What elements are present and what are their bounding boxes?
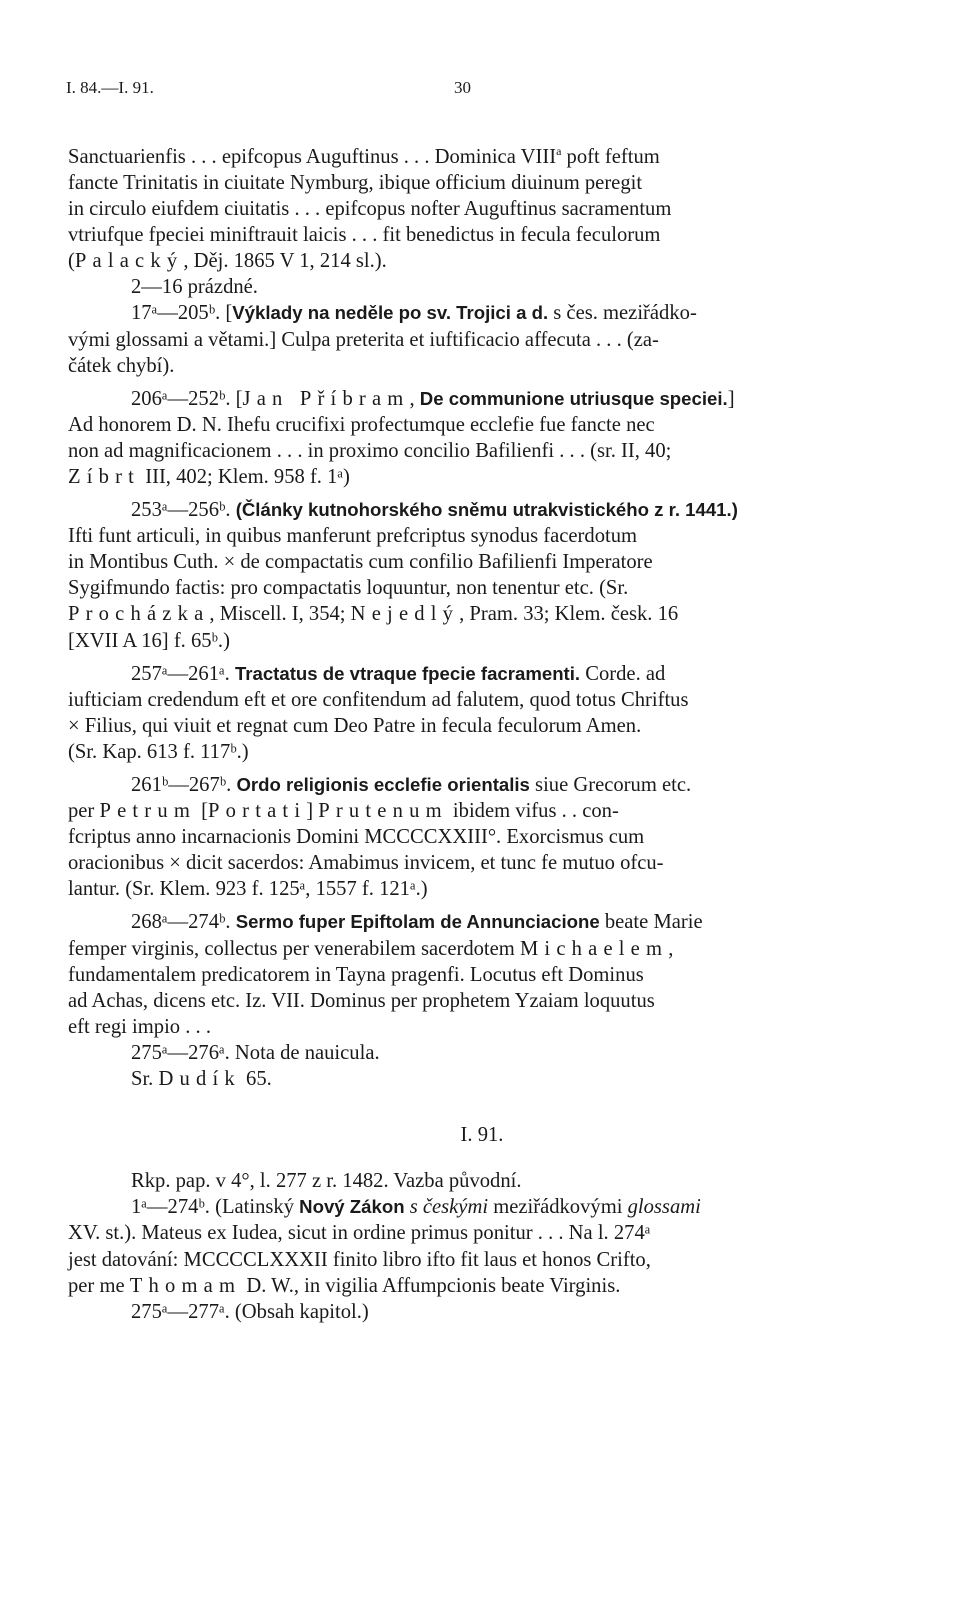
- entry-line: 253ᵃ—256ᵇ. (Články kutnohorského sněmu utrakvistického z r. 1441.): [131, 499, 738, 522]
- entry-line: 261ᵇ—267ᵇ. Ordo religionis ecclefie orientalis siue Grecorum etc.: [131, 774, 692, 797]
- text-line: × Filius, qui viuit et regnat cum Deo Patre in fecula feculorum Amen.: [68, 714, 642, 737]
- entry-title: Tractatus de vtraque fpecie facramenti.: [234, 662, 581, 684]
- author-name: Jan Příbram: [242, 387, 410, 410]
- author-name: Michaelem: [519, 937, 669, 960]
- entry-line: 257ᵃ—261ᵃ. Tractatus de vtraque fpecie facramenti. Corde. ad: [131, 662, 666, 685]
- entry-line: 268ᵃ—274ᵇ. Sermo fuper Epiftolam de Annunciacione beate Marie: [131, 911, 703, 934]
- entry-title: Nový Zákon: [299, 1196, 405, 1218]
- text-line: čátek chybí).: [68, 354, 175, 377]
- entry-continuation: [68, 138, 896, 274]
- text-line: per Petrum [Portati] Prutenum ibidem vifus . . con-: [68, 800, 619, 823]
- text-line: jest datování: MCCCCLXXXII finito libro ifto fit laus et honos Crifto,: [68, 1248, 651, 1271]
- author-name: Portati: [208, 800, 307, 823]
- text-line: vými glossami a větami.] Culpa preterita et iuftificacio affecuta . . . (za-: [68, 328, 659, 351]
- entry-line: 206ᵃ—252ᵇ. [Jan Příbram, De communione utriusque speciei.]: [131, 387, 735, 410]
- entry-title: Výklady na neděle po sv. Trojici a d.: [232, 302, 549, 324]
- entry-title: (Články kutnohorského sněmu utrakvistického z r. 1441.): [235, 499, 738, 521]
- entry-line: 1ᵃ—274ᵇ. (Latinský Nový Zákon s českými meziřádkovými glossami: [131, 1196, 701, 1219]
- text-line: ad Achas, dicens etc. Iz. VII. Dominus per prophetem Yzaiam loquutus: [68, 989, 655, 1012]
- author-name: Thomam: [129, 1274, 242, 1297]
- author-name: Palacký: [74, 250, 184, 273]
- author-name: Prutenum: [318, 800, 448, 823]
- text-line: (Palacký, Děj. 1865 V 1, 214 sl.).: [68, 250, 387, 273]
- text-line: Sanctuarienfis . . . epifcopus Auguftinus . . . Dominica VIII$^a$ poft feftum: [68, 144, 660, 168]
- text-line: iufticiam credendum eft et ore confitendum ad falutem, quod totus Chriftus: [68, 688, 689, 711]
- text-line: femper virginis, collectus per venerabilem sacerdotem Michaelem,: [68, 937, 674, 960]
- page-number: 30: [454, 78, 471, 97]
- text-line: vtriufque fpeciei miniftrauit laicis . . . fit benedictus in fecula feculorum: [68, 224, 661, 247]
- text-line: Zíbrt III, 402; Klem. 958 f. 1ᵃ): [68, 465, 350, 488]
- text-line: lantur. (Sr. Klem. 923 f. 125ᵃ, 1557 f. 121ᵃ.): [68, 878, 428, 901]
- entry-line: Sr. Dudík 65.: [131, 1068, 272, 1091]
- author-name: Zíbrt: [68, 465, 141, 488]
- text-line: XV. st.). Mateus ex Iudea, sicut in ordine primus ponitur . . . Na l. 274ᵃ: [68, 1222, 651, 1245]
- entry-line: 275ᵃ—277ᵃ. (Obsah kapitol.): [131, 1300, 369, 1323]
- text-line: [XVII A 16] f. 65ᵇ.): [68, 629, 230, 652]
- text-line: in circulo eiufdem ciuitatis . . . epifcopus nofter Auguftinus sacramentum: [68, 198, 672, 221]
- text-line: Sygifmundo factis: pro compactatis loquuntur, non tenentur etc. (Sr.: [68, 577, 629, 600]
- entry-title: Sermo fuper Epiftolam de Annunciacione: [235, 911, 600, 933]
- text-line: fundamentalem predicatorem in Tayna pragenfi. Locutus eft Dominus: [68, 963, 644, 986]
- text-line: in Montibus Cuth. × de compactatis cum confilio Bafilienfi Imperatore: [68, 551, 653, 574]
- text-line: fancte Trinitatis in ciuitate Nymburg, ibique officium diuinum peregit: [68, 171, 643, 194]
- entry-line: 17ᵃ—205ᵇ. [Výklady na neděle po sv. Trojici a d. s čes. meziřádko-: [131, 302, 697, 325]
- author-name: Dudík: [158, 1068, 241, 1091]
- text-line: non ad magnificacionem . . . in proximo concilio Bafilienfi . . . (sr. II, 40;: [68, 439, 672, 462]
- header-range: I. 84.—I. 91.: [66, 78, 154, 97]
- entry-title: Ordo religionis ecclefie orientalis: [236, 774, 530, 796]
- entry-line: 2—16 prázdné.: [131, 276, 258, 299]
- text-line: Procházka, Miscell. I, 354; Nejedlý, Pram. 33; Klem. česk. 16: [68, 603, 679, 626]
- text-line: Ifti funt articuli, in quibus manferunt prefcriptus synodus facerdotum: [68, 525, 638, 548]
- text-line: (Sr. Kap. 613 f. 117ᵇ.): [68, 740, 249, 763]
- page-header: [66, 78, 896, 104]
- entry-title: De communione utriusque speciei.: [419, 387, 728, 409]
- text-line: fcriptus anno incarnacionis Domini MCCCCXXIII°. Exorcismus cum: [68, 826, 645, 849]
- entry-line: 275ᵃ—276ᵃ. Nota de nauicula.: [131, 1041, 380, 1064]
- page-body: [68, 138, 896, 1325]
- text-line: oracionibus × dicit sacerdos: Amabimus invicem, et tunc fe mutuo ofcu-: [68, 852, 664, 875]
- manuscript-description: Rkp. pap. v 4°, l. 277 z r. 1482. Vazba původní.: [131, 1170, 522, 1193]
- author-name: Nejedlý: [350, 603, 460, 626]
- text-line: Ad honorem D. N. Ihefu crucifixi profectumque ecclefie fue fancte nec: [68, 413, 655, 436]
- text-line: per me Thomam D. W., in vigilia Affumpcionis beate Virginis.: [68, 1274, 621, 1297]
- author-name: Petrum: [99, 800, 197, 823]
- section-title: I. 91.: [460, 1124, 504, 1147]
- author-name: Procházka: [68, 603, 210, 626]
- text-line: eft regi impio . . .: [68, 1015, 211, 1038]
